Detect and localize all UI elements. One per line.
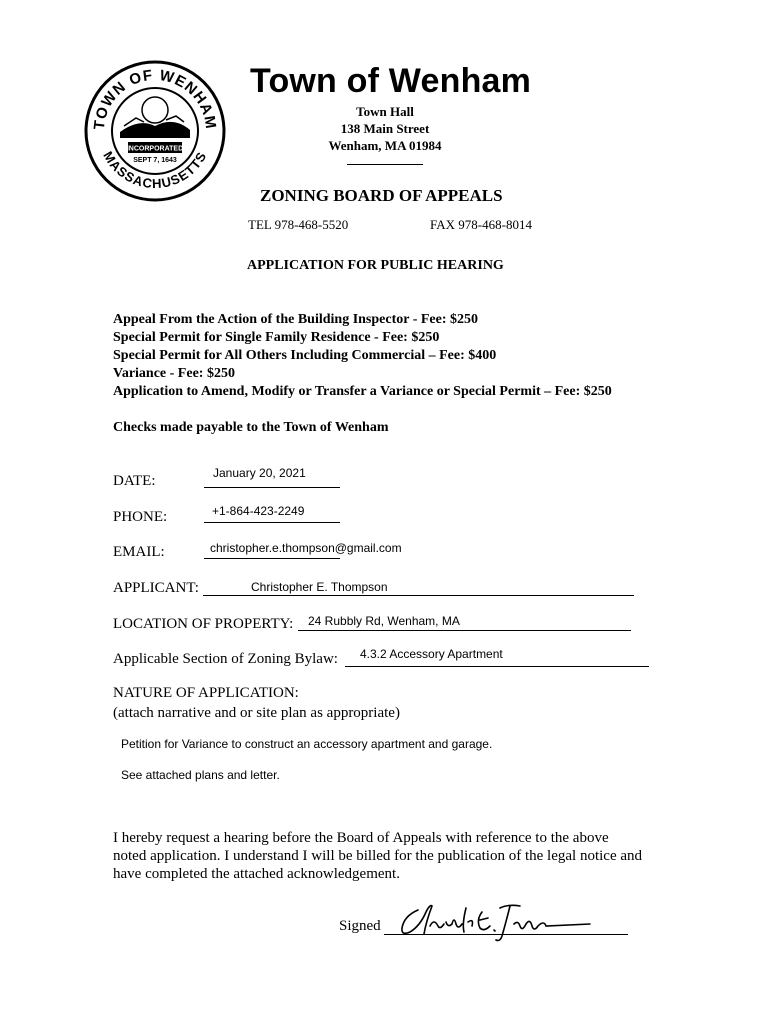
applicant-field[interactable]: Christopher E. Thompson — [251, 580, 388, 594]
fee-item: Variance - Fee: $250 — [113, 366, 235, 381]
fee-item: Special Permit for All Others Including Commercial – Fee: $400 — [113, 348, 497, 363]
telephone-number: TEL 978-468-5520 — [248, 217, 349, 232]
fee-item: Application to Amend, Modify or Transfer a Variance or Special Permit – Fee: $250 — [113, 384, 612, 399]
nature-field-line[interactable]: See attached plans and letter. — [121, 768, 280, 782]
request-paragraph-line: have completed the attached acknowledgement. — [113, 866, 400, 882]
seal-date: SEPT 7, 1643 — [133, 157, 177, 164]
phone-label: PHONE: — [113, 509, 168, 525]
board-title: ZONING BOARD OF APPEALS — [260, 186, 503, 205]
zoning-section-underline — [345, 666, 649, 667]
handwritten-signature[interactable] — [396, 896, 596, 944]
fee-item: Special Permit for Single Family Residence - Fee: $250 — [113, 330, 440, 345]
zoning-section-field[interactable]: 4.3.2 Accessory Apartment — [360, 647, 503, 661]
location-field[interactable]: 24 Rubbly Rd, Wenham, MA — [308, 614, 460, 628]
phone-underline — [204, 522, 340, 523]
svg-text:TOWN OF WENHAM — [91, 67, 219, 131]
location-underline — [298, 630, 631, 631]
seal-incorporated: INCORPORATED — [126, 145, 184, 153]
nature-instructions: (attach narrative and or site plan as appropriate) — [113, 705, 400, 721]
date-label: DATE: — [113, 473, 156, 489]
request-paragraph-line: I hereby request a hearing before the Board of Appeals with reference to the above — [113, 830, 609, 846]
town-seal-logo — [84, 60, 226, 202]
signed-label: Signed — [339, 918, 381, 934]
email-field[interactable]: christopher.e.thompson@gmail.com — [210, 541, 402, 555]
fee-item: Appeal From the Action of the Building Inspector - Fee: $250 — [113, 312, 479, 327]
zoning-section-label: Applicable Section of Zoning Bylaw: — [113, 651, 338, 667]
date-field[interactable]: January 20, 2021 — [213, 466, 306, 480]
address-line-1: Town Hall — [356, 104, 414, 119]
fax-number: FAX 978-468-8014 — [430, 217, 532, 232]
seal-text-top: TOWN OF WENHAM — [90, 66, 220, 131]
application-title: APPLICATION FOR PUBLIC HEARING — [247, 258, 504, 273]
page-title: Town of Wenham — [250, 62, 532, 100]
address-line-3: Wenham, MA 01984 — [328, 138, 442, 153]
date-underline — [204, 487, 340, 488]
svg-text:MASSACHUSETTS — [100, 149, 209, 191]
applicant-underline — [203, 595, 634, 596]
seal-text-bottom: MASSACHUSETTS — [100, 148, 210, 192]
nature-label: NATURE OF APPLICATION: — [113, 685, 299, 701]
request-paragraph-line: noted application. I understand I will be billed for the publication of the legal notice and — [113, 848, 643, 864]
nature-field-line[interactable]: Petition for Variance to construct an accessory apartment and garage. — [121, 737, 493, 751]
address-divider — [347, 164, 423, 165]
email-underline — [204, 558, 340, 559]
checks-note: Checks made payable to the Town of Wenham — [113, 420, 389, 435]
address-line-2: 138 Main Street — [340, 121, 430, 136]
email-label: EMAIL: — [113, 544, 165, 560]
phone-field[interactable]: +1-864-423-2249 — [212, 504, 305, 518]
location-label: LOCATION OF PROPERTY: — [113, 616, 294, 632]
applicant-label: APPLICANT: — [113, 580, 199, 596]
